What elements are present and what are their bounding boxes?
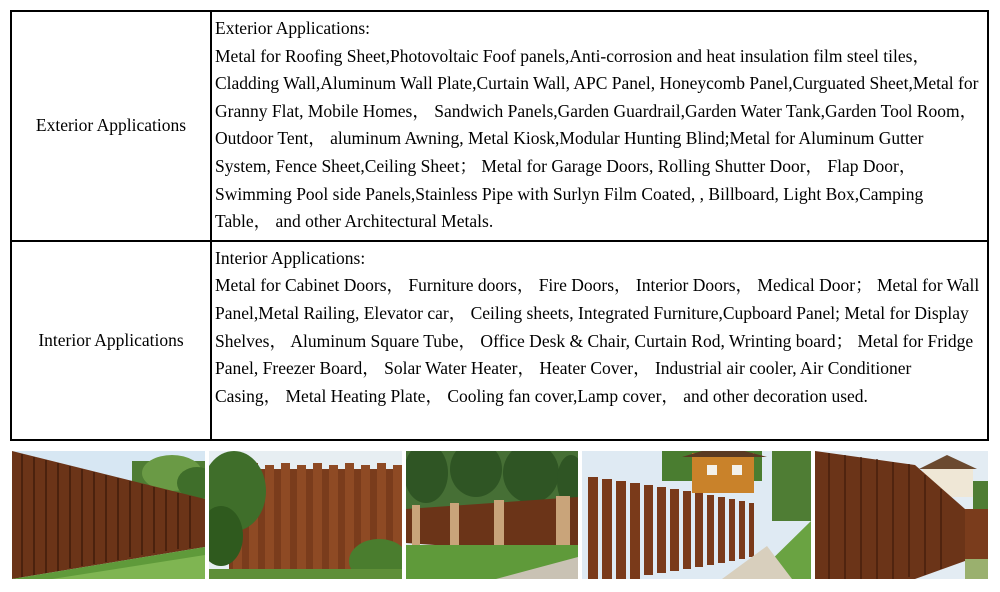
fence-photo-brick-pillars [406, 451, 578, 579]
table-row [11, 11, 988, 241]
fence-photo-field [12, 451, 205, 579]
applications-table [10, 10, 989, 441]
row-description-exterior [211, 11, 988, 241]
fence-photo-house [582, 451, 811, 579]
fence-photo-closeup [815, 451, 988, 579]
row-label-exterior: Exterior Applications [11, 11, 211, 241]
description-heading: Exterior Applications: [215, 18, 371, 38]
description-heading: Interior Applications: [215, 247, 366, 268]
row-label-interior: Interior Applications [11, 241, 211, 440]
description-text: Metal for Cabinet Doors， Furniture doors， Fire Doors， Interior Doors， Medical Door； Metal for Wall Panel,Metal Railing, Elevator car， Ceiling sheets, Integrated Furniture,Cupboard Panel; Metal for Display Shelves， Aluminum Square Tube， Office Desk & Chair, Curtain Rod, Wrinting board； Metal for Fridge Panel, Freezer Board， Solar Water Heater， Heater Cover， Industrial air cooler, Air Conditioner Casing， Metal Heating Plate， Cooling fan cover,Lamp cover， and other decoration used. [215, 275, 980, 406]
fence-photo-strip [12, 451, 988, 579]
description-text: Metal for Roofing Sheet,Photovoltaic Foof panels,Anti-corrosion and heat insulation film steel tiles， Cladding Wall,Aluminum Wall Plate,Curtain Wall, APC Panel, Honeycomb Panel,Curguated Sheet,Metal for Granny Flat, Mobile Homes， Sandwich Panels,Garden Guardrail,Garden Water Tank,Garden Tool Room， Outdoor Tent， aluminum Awning, Metal Kiosk,Modular Hunting Blind;Metal for Aluminum Gutter System, Fence Sheet,Ceiling Sheet； Metal for Garage Doors, Rolling Shutter Door， Flap Door， Swimming Pool side Panels,Stainless Pipe with Surlyn Film Coated, , Billboard, Light Box,Camping Table， and other Architectural Metals. [215, 45, 979, 232]
table-row [11, 241, 988, 440]
row-description-interior [211, 241, 988, 440]
fence-photo-garden [209, 451, 402, 579]
